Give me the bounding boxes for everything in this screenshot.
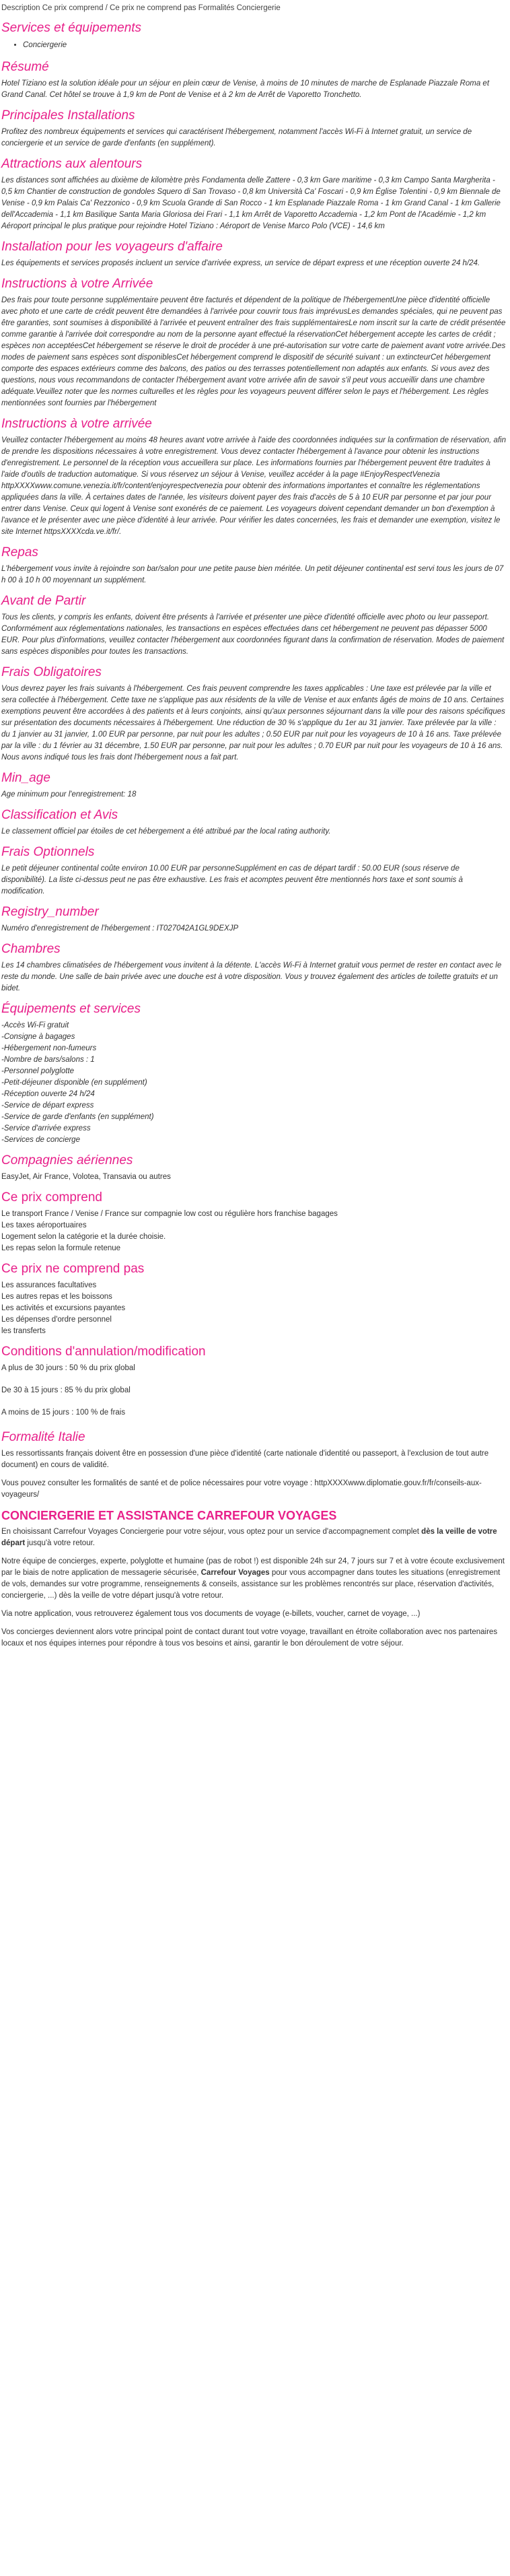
- text-run-bold: Carrefour Voyages: [201, 1569, 270, 1577]
- arrival-1-text: Des frais pour toute personne supplémentaire peuvent être facturés et dépendent de la politique de l'hébergementUne pièce d'identité officielle avec photo et une carte de crédit peuvent être demandées à l'arrivée pour couvrir tous frais imprévusLes demandes spéciales, qui ne peuvent pas être garanties, sont soumises à disponibilité à l'arrivée et peuvent entraîner des frais supplémentairesLe nom inscrit sur la carte de crédit présentée comme garantie à l'arrivée doit correspondre au nom de la personne ayant effectué la réservationCet hébergement accepte les cartes de crédit ; espèces non acceptéesCet hébergement se réserve le droit de procéder à une pré-autorisation sur votre carte de paiement avant votre arrivée.Des modes de paiement sans espèces sont disponiblesCet hébergement comprend le dispositif de sécurité suivant : un extincteurCet hébergement comporte des espaces extérieurs comme des balcons, des patios ou des terrasses potentiellement non adaptés aux enfants. Si vous avez des questions, nous vous recommandons de contacter l'hébergement avant votre arrivée afin de savoir s'il peut vous accueillir dans une chambre adéquate.Veuillez noter que les normes culturelles et les règles pour les voyageurs peuvent différer selon le pays et l'hébergement. Les règles mentionnées sont fournies par l'hébergement: [1, 296, 506, 407]
- registry-text: Numéro d'enregistrement de l'hébergement : IT027042A1GL9DEXJP: [1, 924, 239, 933]
- section-title-equipment: Équipements et services: [1, 1002, 141, 1016]
- list-item: Les assurances facultatives: [1, 1281, 97, 1289]
- list-item: Les repas selon la formule retenue: [1, 1244, 121, 1252]
- list-item: -Consigne à bagages: [1, 1033, 75, 1041]
- airlines-text: EasyJet, Air France, Volotea, Transavia ou autres: [1, 1173, 171, 1181]
- text-run-bold: dès la veille de votre départ: [1, 1528, 497, 1547]
- section-title-arrival-2: Instructions à votre arrivée: [1, 417, 152, 431]
- conciergerie-paragraph-3: Via notre application, vous retrouverez également tous vos documents de voyage (e-billets, voucher, carnet de voyage, ...): [1, 1610, 421, 1618]
- section-title-formalities: Formalité Italie: [1, 1430, 85, 1444]
- cancellation-list: [1, 1363, 506, 1419]
- text-run: jusqu'à votre retour.: [25, 1539, 95, 1547]
- attractions-text: Les distances sont affichées au dixième de kilomètre près Fondamenta delle Zattere - 0,3 km Gare maritime - 0,3 km Campo Santa Margherita - 0,5 km Chantier de construction de gondoles Squero di San Trovaso - 0,8 km Università Ca' Foscari - 0,9 km Église Tolentini - 0,9 km Biennale de Venise - 0,9 km Palais Ca' Rezzonico - 0,9 km Scuola Grande di San Rocco - 1 km Esplanade Piazzale Roma - 1 km Grand Canal - 1 km Gallerie dell'Accademia - 1,1 km Basilique Santa Maria Gloriosa dei Frari - 1,1 km Arrêt de Vaporetto Accademia - 1,2 km Pont de l'Académie - 1,2 km Aéroport principal le plus pratique pour rejoindre Hotel Tiziano : Aéroport de Venise Marco Polo (VCE) - 14,6 km: [1, 176, 501, 230]
- price-excludes-list: [1, 1280, 506, 1337]
- resume-text: Hotel Tiziano est la solution idéale pour un séjour en plein cœur de Venise, à moins de 10 minutes de marche de Esplanade Piazzale Roma et Grand Canal. Cet hôtel se trouve à 1,9 km de Pont de Venise et à 2 km de Arrêt de Vaporetto Tronchetto.: [1, 79, 490, 99]
- list-item: A plus de 30 jours : 50 % du prix global: [1, 1364, 135, 1372]
- list-item: -Personnel polyglotte: [1, 1067, 75, 1075]
- arrival-2-text: Veuillez contacter l'hébergement au moins 48 heures avant votre arrivée à l'aide des coordonnées indiquées sur la confirmation de réservation, afin de prendre les dispositions nécessaires à votre enregistrement. Vous devez contacter l'hébergement à l'avance pour obtenir les instructions d'enregistrement. Le personnel de la réception vous accueillera sur place. Les informations fournies par l'hébergement peuvent être traduites à l'aide d'outils de traduction automatique. Si vous réservez un séjour à Venise, veuillez accéder à la page #EnjoyRespectVenezia httpXXXXwww.comune.venezia.it/fr/content/enjoyrespectvenezia pour obtenir des informations importantes et connaître les réglementations appliquées dans la ville. À certaines dates de l'année, les visiteurs doivent payer des frais d'accès de 5 à 10 EUR par personne et par jour pour entrer dans Venise. Ceux qui logent à Venise sont exonérés de ce paiement. Les voyageurs doivent cependant demander un bon d'exemption à l'avance et le présenter avec une pièce d'identité à leur arrivée. Pour vérifier les dates concernées, les frais et demander une exemption, visitez le site Internet httpsXXXXcda.ve.it/fr/.: [1, 436, 506, 536]
- section-title-airlines: Compagnies aériennes: [1, 1153, 133, 1167]
- section-title-installations: Principales Installations: [1, 108, 135, 123]
- list-item: De 30 à 15 jours : 85 % du prix global: [1, 1386, 131, 1394]
- services-list: [1, 39, 506, 51]
- list-item: -Réception ouverte 24 h/24: [1, 1090, 95, 1098]
- section-title-arrival-1: Instructions à votre Arrivée: [1, 277, 153, 291]
- section-title-optional-fees: Frais Optionnels: [1, 845, 95, 859]
- list-item: • Conciergerie: [23, 39, 506, 51]
- list-item: -Service de garde d'enfants (en supplément): [1, 1113, 154, 1121]
- section-title-rooms: Chambres: [1, 942, 61, 956]
- repas-text: L'hébergement vous invite à rejoindre son bar/salon pour une petite pause bien méritée. Un petit déjeuner continental est servi tous les jours de 07 h 00 à 10 h 00 moyennant un supplément.: [1, 565, 504, 584]
- list-item: -Service de départ express: [1, 1101, 94, 1110]
- section-title-price-excludes: Ce prix ne comprend pas: [1, 1262, 145, 1276]
- list-item: -Nombre de bars/salons : 1: [1, 1056, 95, 1064]
- list-item: Les dépenses d'ordre personnel: [1, 1316, 112, 1324]
- list-item: A moins de 15 jours : 100 % de frais: [1, 1409, 126, 1417]
- section-title-price-includes: Ce prix comprend: [1, 1190, 102, 1205]
- section-title-depart: Avant de Partir: [1, 594, 86, 608]
- min-age-text: Age minimum pour l'enregistrement: 18: [1, 790, 137, 799]
- list-item: -Service d'arrivée express: [1, 1124, 91, 1132]
- list-item: -Hébergement non-fumeurs: [1, 1044, 97, 1052]
- section-title-mandatory-fees: Frais Obligatoires: [1, 665, 102, 679]
- text-run: pour vous accompagner dans toutes les situations (enregistrement de vols, demandes sur votre programme, renseignements & conseils, assistance sur les problèmes rencontrés sur place, réservation d'activités, conciergerie, ...) dès la veille de votre départ jusqu'à votre retour.: [1, 1569, 501, 1600]
- formalities-text-1: Les ressortissants français doivent être en possession d'une pièce d'identité (carte nationale d'identité ou passeport, à l'exclusion de tout autre document) en cours de validité.: [1, 1450, 489, 1469]
- depart-text: Tous les clients, y compris les enfants, doivent être présents à l'arrivée et présenter une pièce d'identité officielle avec photo ou leur passeport. Conformément aux réglementations nationales, les transactions en espèces effectuées dans cet hébergement ne peuvent pas dépasser 5000 EUR. Pour plus d'informations, veuillez contacter l'hébergement aux coordonnées figurant dans la confirmation de réservation. Modes de paiement sans espèces disponibles pour toutes les transactions.: [1, 613, 505, 656]
- list-item: Les autres repas et les boissons: [1, 1293, 112, 1301]
- text-run: Notre équipe de concierges, experte, polyglotte et humaine (pas de robot !) est disponible 24h sur 24, 7 jours sur 7 et à votre écoute exclusivement par le biais de notre application de messagerie sécurisée,: [1, 1557, 505, 1577]
- rooms-text: Les 14 chambres climatisées de l'hébergement vous invitent à la détente. L'accès Wi-Fi à Internet gratuit vous permet de rester en contact avec le reste du monde. Une salle de bain privée avec une douche est à votre disposition. Vous y trouvez également des articles de toilette gratuits et un bidet.: [1, 961, 502, 992]
- section-title-classification: Classification et Avis: [1, 808, 118, 822]
- mandatory-fees-text: Vous devrez payer les frais suivants à l'hébergement. Ces frais peuvent comprendre les taxes applicables : Une taxe est prélevée par la ville et sera collectée à l'hébergement. Cette taxe ne s'applique pas aux résidents de la ville de Venise et aux enfants âgés de moins de 10 ans. Certaines exemptions peuvent être accordées à des patients et à leurs conjoints, ainsi qu'aux personnes séjournant dans la ville pour des raisons spécifiques sur présentation des documents nécessaires à l'hébergement. Une réduction de 30 % s'applique du 1er au 31 janvier. Taxe prélevée par la ville : du 1 janvier au 31 janvier, 1.00 EUR par personne, par nuit pour les adultes ; 0.50 EUR par nuit pour les voyageurs de 10 à 16 ans. Taxe prélevée par la ville : du 1 février au 31 décembre, 1.50 EUR par personne, par nuit pour les adultes ; 0.70 EUR par nuit pour les voyageurs de 10 à 16 ans. Nous avons indiqué tous les frais dont l'hébergement nous a fait part.: [1, 685, 505, 761]
- list-item: les transferts: [1, 1327, 46, 1335]
- list-item: -Services de concierge: [1, 1136, 80, 1144]
- section-title-min-age: Min_age: [1, 771, 50, 785]
- section-title-cancellation: Conditions d'annulation/modification: [1, 1345, 206, 1359]
- list-item: Les taxes aéroportuaires: [1, 1221, 87, 1229]
- section-title-repas: Repas: [1, 545, 38, 560]
- business-text: Les équipements et services proposés incluent un service d'arrivée express, un service de départ express et une réception ouverte 24 h/24.: [1, 259, 480, 267]
- installations-text: Profitez des nombreux équipements et services qui caractérisent l'hébergement, notamment l'accès Wi-Fi à Internet gratuit, un service de conciergerie et un service de garde d'enfants (en supplément).: [1, 128, 472, 147]
- classification-text: Le classement officiel par étoiles de cet hébergement a été attribué par the local rating authority.: [1, 827, 331, 836]
- list-item: Le transport France / Venise / France sur compagnie low cost ou régulière hors franchise bagages: [1, 1210, 338, 1218]
- conciergerie-paragraph-1: [1, 1526, 506, 1549]
- text-run: En choisissant Carrefour Voyages Conciergerie pour votre séjour, vous optez pour un service d'accompagnement complet: [1, 1528, 422, 1536]
- equipment-list: [1, 1020, 506, 1146]
- section-title-conciergerie: CONCIERGERIE ET ASSISTANCE CARREFOUR VOYAGES: [1, 1509, 337, 1522]
- list-item: Les activités et excursions payantes: [1, 1304, 126, 1312]
- conciergerie-paragraph-4: Vos concierges deviennent alors votre principal point de contact durant tout votre voyage, travaillant en étroite collaboration avec nos partenaires locaux et nos équipes internes pour répondre à tous vos besoins et ainsi, garantir le bon déroulement de votre séjour.: [1, 1628, 498, 1648]
- price-includes-list: [1, 1209, 506, 1254]
- tabs-description-line: Description Ce prix comprend / Ce prix ne comprend pas Formalités Conciergerie: [1, 4, 281, 12]
- list-item: -Petit-déjeuner disponible (en supplément): [1, 1079, 147, 1087]
- section-title-resume: Résumé: [1, 60, 49, 74]
- section-title-attractions: Attractions aux alentours: [1, 157, 143, 171]
- section-title-business: Installation pour les voyageurs d'affaire: [1, 240, 223, 254]
- conciergerie-paragraph-2: [1, 1556, 506, 1602]
- section-title-services: Services et équipements: [1, 21, 142, 35]
- section-title-registry: Registry_number: [1, 905, 99, 919]
- optional-fees-text: Le petit déjeuner continental coûte environ 10.00 EUR par personneSupplément en cas de départ tardif : 50.00 EUR (sous réserve de disponibilité). La liste ci-dessus peut ne pas être exhaustive. Les frais et acomptes peuvent être mentionnés hors taxe et sont soumis à modification.: [1, 865, 463, 895]
- list-item: Logement selon la catégorie et la durée choisie.: [1, 1233, 166, 1241]
- formalities-text-2: Vous pouvez consulter les formalités de santé et de police nécessaires pour votre voyage : httpXXXXwww.diplomatie.gouv.fr/fr/conseils-aux-voyageurs/: [1, 1479, 482, 1499]
- list-item: -Accès Wi-Fi gratuit: [1, 1021, 69, 1029]
